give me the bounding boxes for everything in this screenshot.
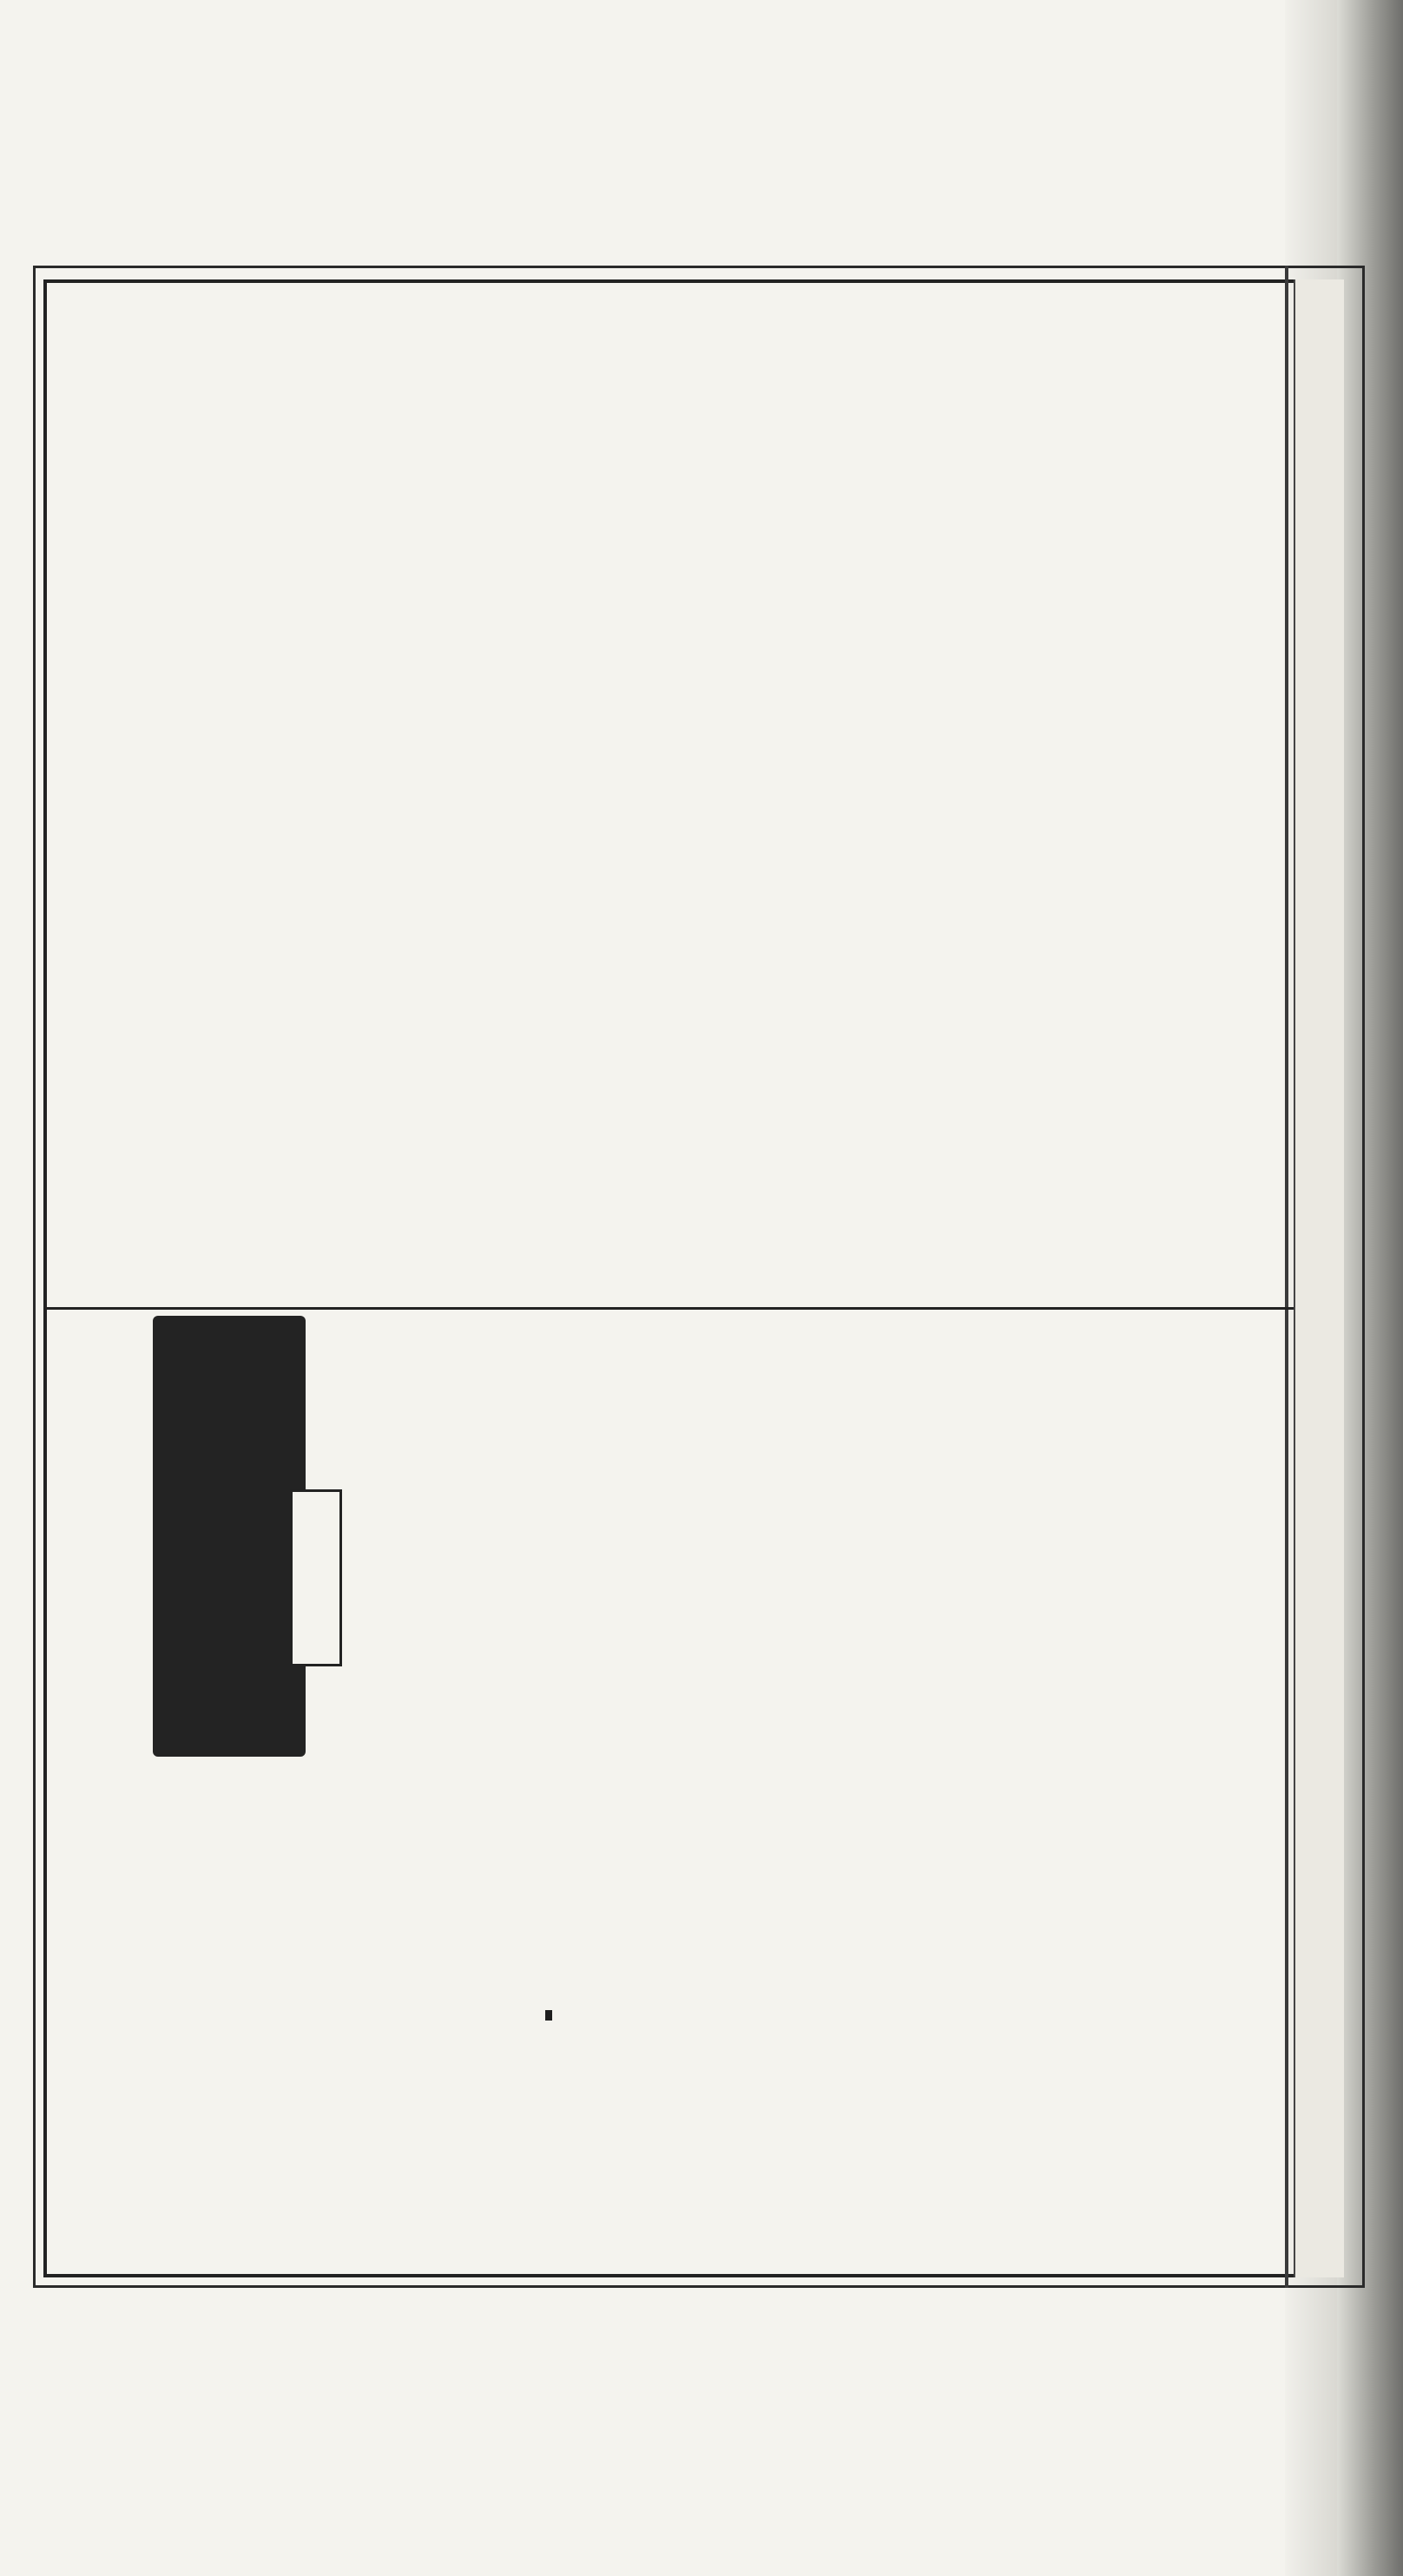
chapter-tag bbox=[545, 2010, 552, 2021]
section-divider bbox=[43, 1307, 1294, 1310]
stele-rubbing bbox=[153, 1316, 306, 1757]
page-fold-line bbox=[1285, 266, 1288, 2288]
side-strip bbox=[1294, 279, 1344, 2277]
stele-label-box bbox=[290, 1489, 342, 1666]
inner-frame bbox=[43, 279, 1342, 2277]
